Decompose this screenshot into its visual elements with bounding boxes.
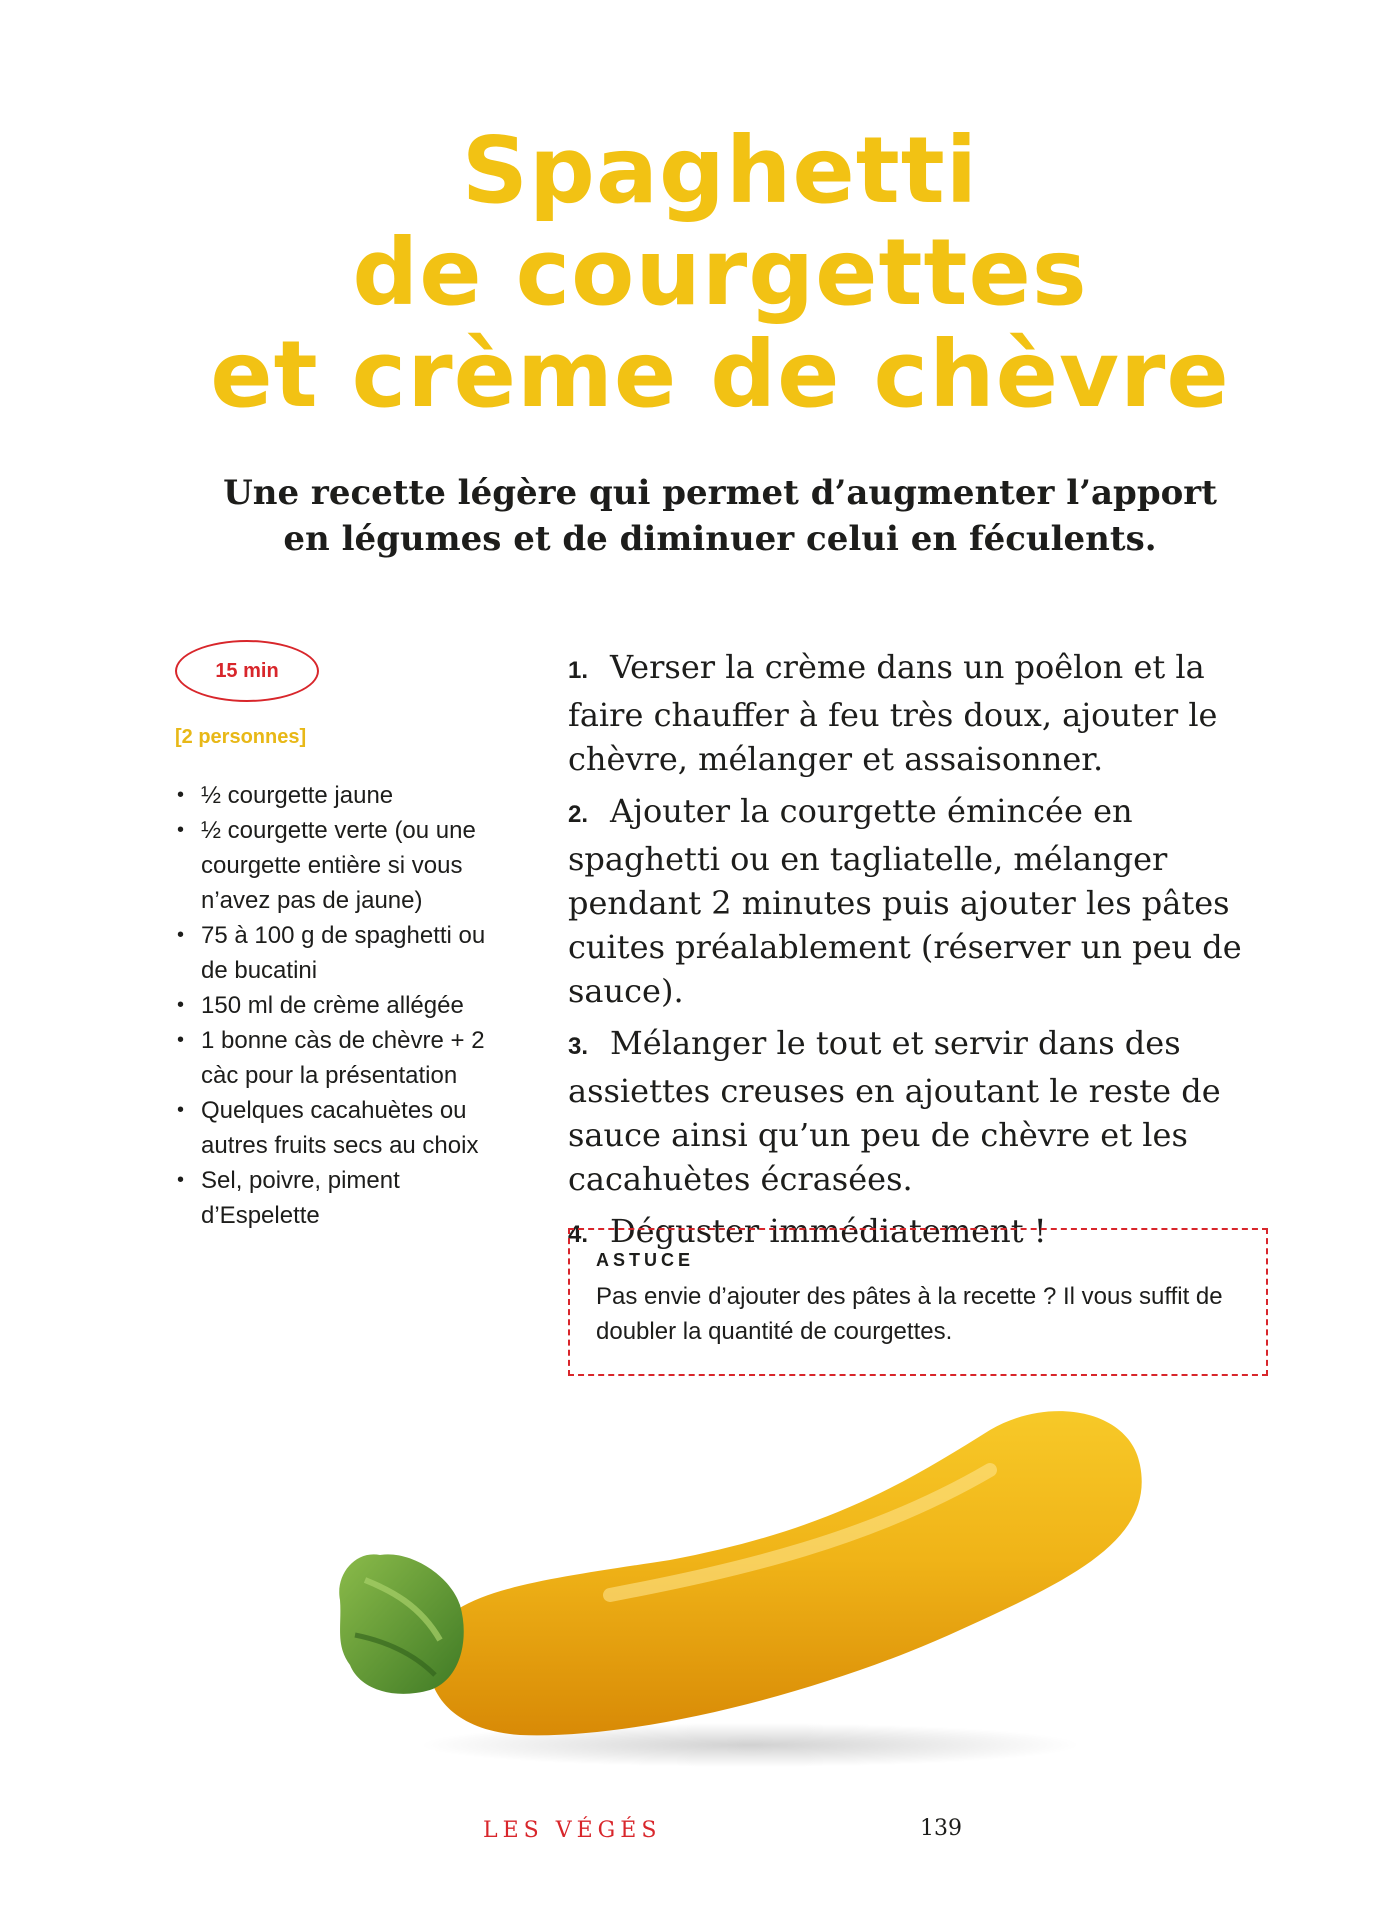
ingredient-item: • 150 ml de crème allégée	[175, 988, 495, 1023]
step-number: 3.	[568, 1033, 589, 1060]
title-line-2: de courgettes	[352, 219, 1088, 326]
tip-box	[568, 1228, 1268, 1376]
prep-time-badge: 15 min	[175, 640, 319, 702]
subtitle-line-1: Une recette légère qui permet d’augmenter l’apport	[223, 473, 1217, 513]
ingredient-item: • 1 bonne càs de chèvre + 2 càc pour la présentation	[175, 1023, 495, 1093]
step-item	[568, 645, 1288, 781]
step-text: Ajouter la courgette émincée en spaghetti ou en tagliatelle, mélanger pendant 2 minutes puis ajouter les pâtes cuites préalablement (réserver un peu de sauce).	[568, 792, 1242, 1010]
ingredient-item: • ½ courgette jaune	[175, 778, 495, 813]
step-number: 1.	[568, 657, 589, 684]
step-number: 4.	[568, 1221, 589, 1248]
title-line-1: Spaghetti	[461, 117, 979, 224]
ingredient-item: • Quelques cacahuètes ou autres fruits secs au choix	[175, 1093, 495, 1163]
servings-label: [2 personnes]	[175, 726, 307, 748]
title-line-3: et crème de chèvre	[210, 321, 1230, 428]
ingredient-item: • ½ courgette verte (ou une courgette entière si vous n’avez pas de jaune)	[175, 813, 495, 918]
ingredients-list	[175, 778, 495, 1233]
steps-list	[568, 645, 1288, 1265]
ingredient-item: • Sel, poivre, piment d’Espelette	[175, 1163, 495, 1233]
recipe-subtitle	[200, 470, 1240, 562]
subtitle-line-2: en légumes et de diminuer celui en féculents.	[283, 519, 1157, 559]
step-item	[568, 789, 1288, 1013]
step-text: Verser la crème dans un poêlon et la faire chauffer à feu très doux, ajouter le chèvre, mélanger et assaisonner.	[568, 648, 1218, 778]
step-number: 2.	[568, 801, 589, 828]
step-item	[568, 1021, 1288, 1201]
footer-section-title: LES VÉGÉS	[483, 1818, 662, 1843]
tip-title: ASTUCE	[596, 1250, 695, 1270]
recipe-title	[200, 117, 1240, 428]
step-text: Déguster immédiatement !	[610, 1212, 1047, 1250]
step-text: Mélanger le tout et servir dans des assiettes creuses en ajoutant le reste de sauce ainsi qu’un peu de chèvre et les cacahuètes écrasées.	[568, 1024, 1221, 1198]
tip-text: Pas envie d’ajouter des pâtes à la recette ? Il vous suffit de doubler la quantité de courgettes.	[596, 1283, 1223, 1345]
zucchini-image	[310, 1390, 1190, 1780]
footer-page-number: 139	[920, 1816, 962, 1841]
ingredient-item: • 75 à 100 g de spaghetti ou de bucatini	[175, 918, 495, 988]
